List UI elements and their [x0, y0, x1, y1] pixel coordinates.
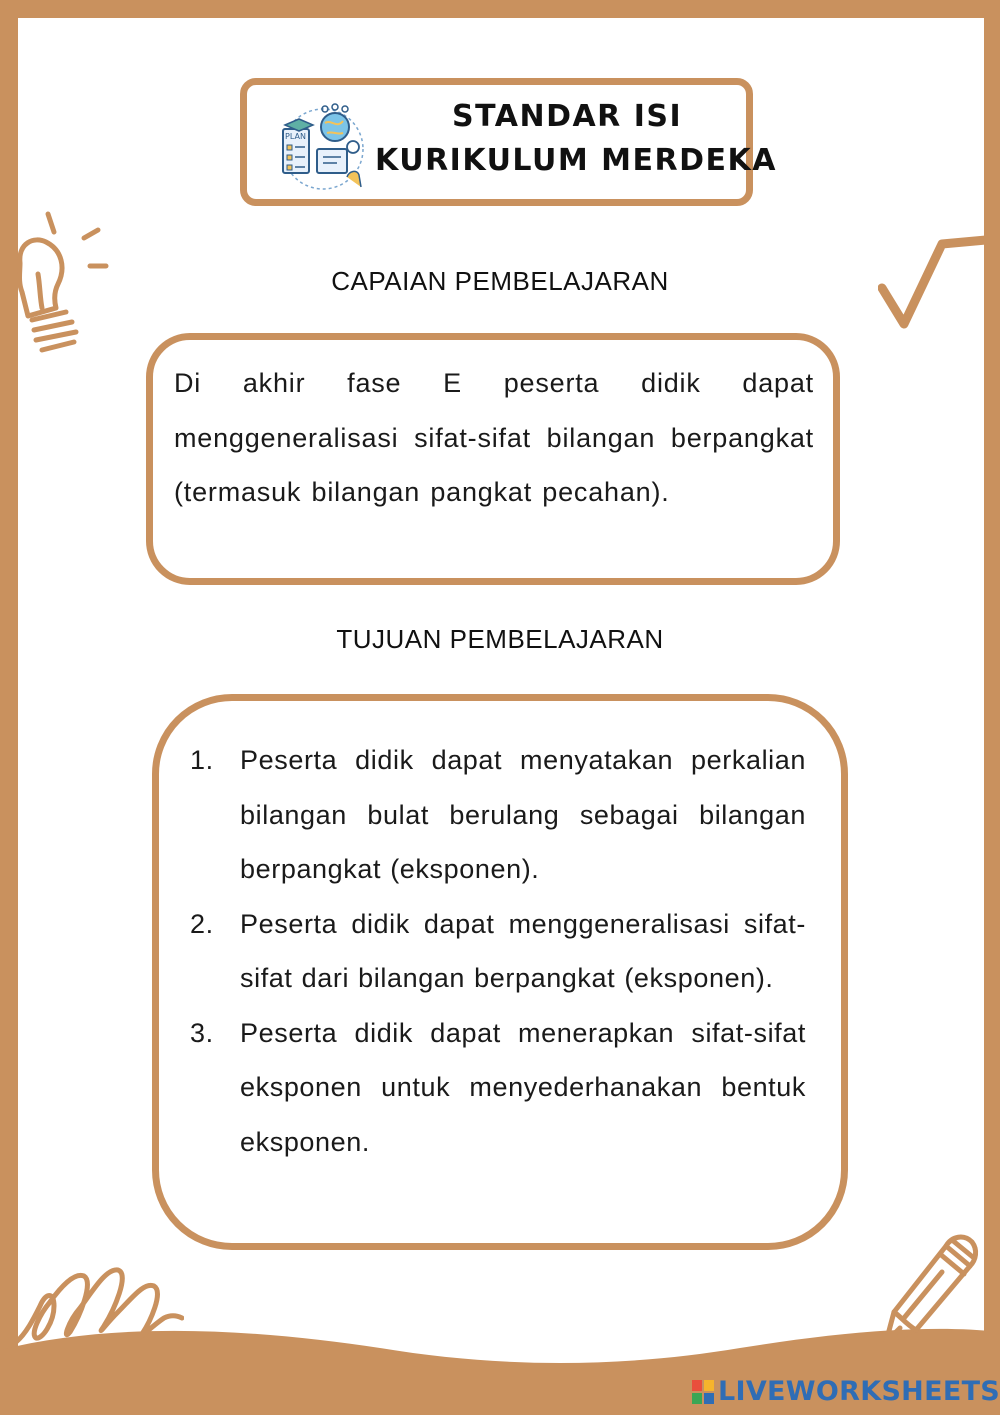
plan-label: PLAN	[285, 132, 306, 141]
liveworksheets-logo-icon	[692, 1380, 714, 1404]
title-line-2: KURIKULUM MERDEKA	[375, 143, 777, 178]
plan-icon	[277, 103, 367, 193]
list-item	[190, 1006, 806, 1170]
tujuan-list	[190, 733, 806, 1169]
list-item	[190, 897, 806, 1006]
list-item-number: 1.	[190, 745, 214, 775]
list-item-text: Peserta didik dapat menyatakan perkalian bilangan bulat berulang sebagai bilangan berpangkat (eksponen).	[240, 745, 806, 884]
pencil-icon	[880, 1232, 980, 1348]
title-line-1: STANDAR ISI	[452, 99, 683, 134]
brand-text: LIVEWORKSHEETS	[718, 1376, 1000, 1407]
tujuan-heading: TUJUAN PEMBELAJARAN	[336, 624, 664, 654]
list-item-text: Peserta didik dapat menerapkan sifat-sifat eksponen untuk menyederhanakan bentuk eksponen.	[240, 1017, 806, 1157]
capaian-heading: CAPAIAN PEMBELAJARAN	[331, 266, 669, 296]
list-item-number: 2.	[190, 908, 214, 939]
liveworksheets-brand[interactable]	[692, 1376, 1000, 1406]
list-item	[190, 733, 806, 897]
loops-doodle	[14, 1262, 184, 1352]
capaian-text: Di akhir fase E peserta didik dapat menggeneralisasi sifat-sifat bilangan berpangkat (termasuk bilangan pangkat pecahan).	[174, 368, 814, 507]
title-box	[240, 78, 777, 206]
list-item-text: Peserta didik dapat menggeneralisasi sifat-sifat dari bilangan berpangkat (eksponen).	[240, 908, 806, 993]
list-item-number: 3.	[190, 1017, 214, 1048]
